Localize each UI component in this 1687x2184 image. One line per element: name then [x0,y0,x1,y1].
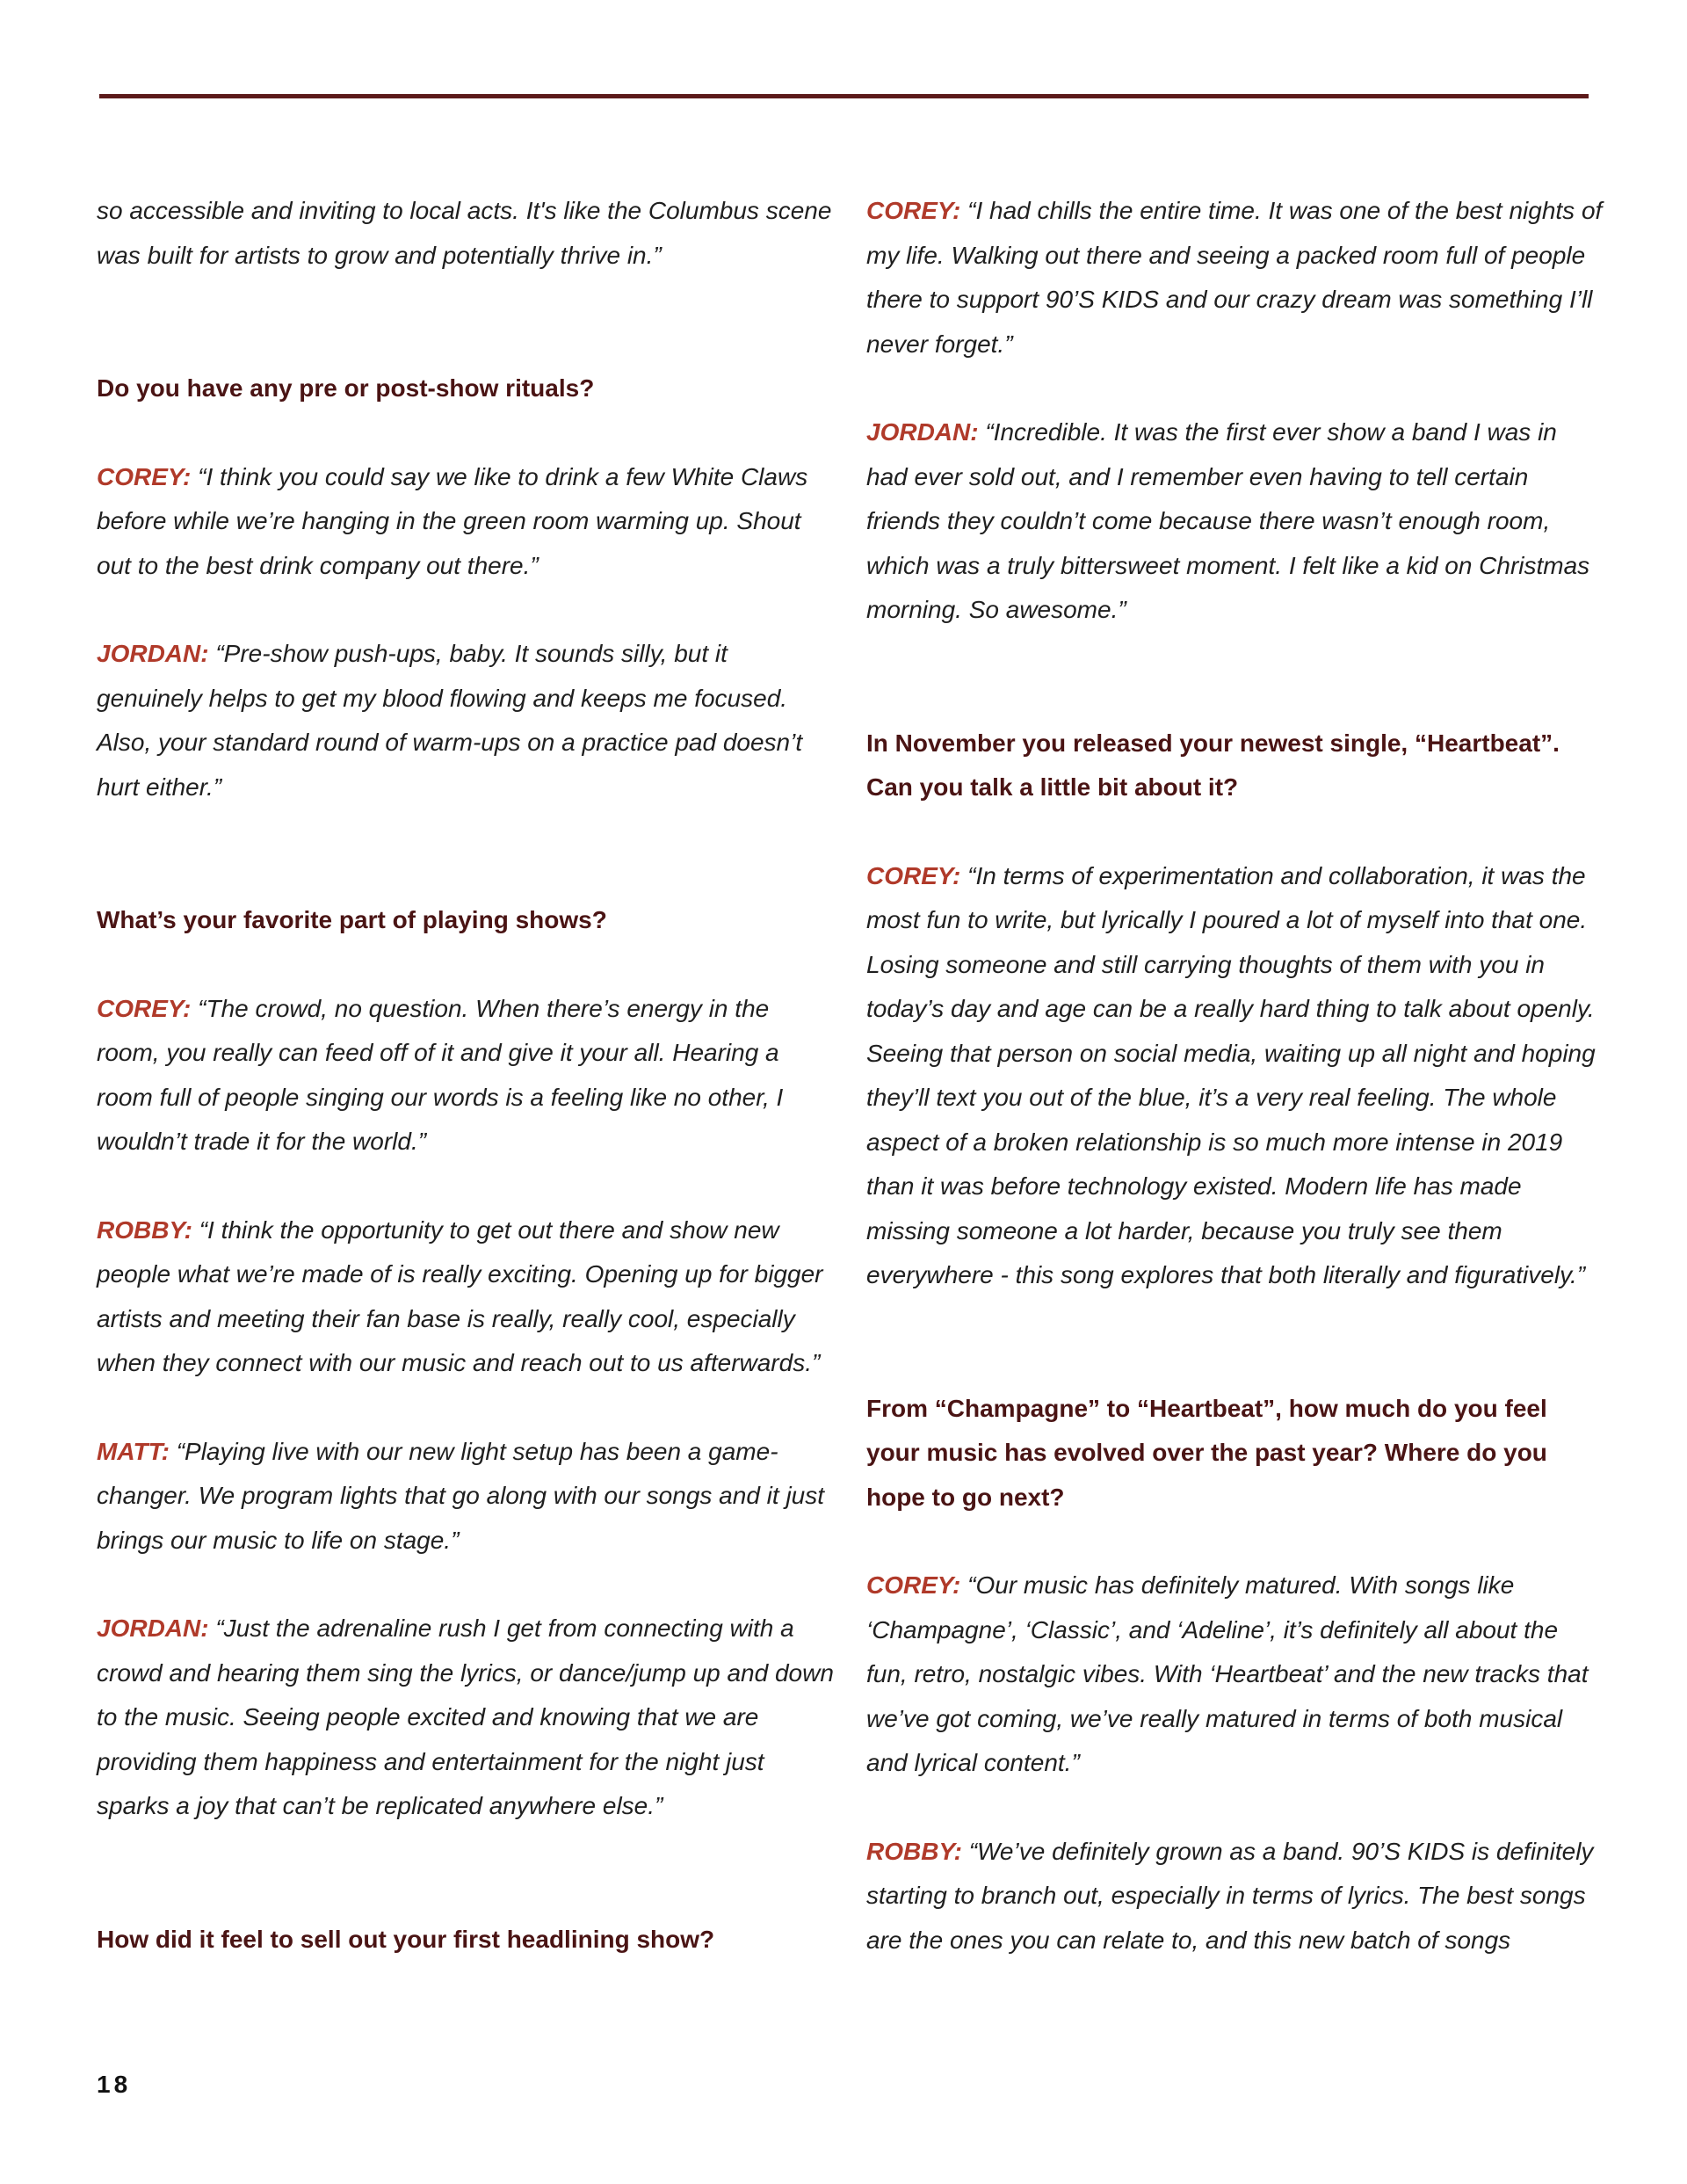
answer-paragraph: so accessible and inviting to local acts. It's like the Columbus scene was built for artists to grow and potentially thrive in.” [97,197,832,269]
question-heading: From “Champagne” to “Heartbeat”, how much do you feel your music has evolved over the past year? Where do you hope to go next? [866,1394,1547,1511]
speaker-label: COREY: [97,994,192,1022]
speaker-label: COREY: [866,1571,961,1599]
speaker-label: COREY: [866,861,961,889]
answer-paragraph: JORDAN: “Just the adrenaline rush I get from connecting with a crowd and hearing them sing the lyrics, or dance/jump up and down to the music. Seeing people excited and knowing that we are providing them happiness and entertainment for the night just sparks a joy that can’t be replicated anywhere else.” [97,1614,834,1819]
speaker-label: COREY: [866,197,961,224]
answer-paragraph: COREY: “Our music has definitely matured. With songs like ‘Champagne’, ‘Classic’, and ‘Adeline’, it’s definitely all about the fun, retro, nostalgic vibes. With ‘Heartbeat’ and the new tracks that we’ve got coming, we’ve really matured in terms of both musical and lyrical content.” [866,1571,1589,1776]
speaker-label: JORDAN: [97,1614,209,1642]
question-heading: Do you have any pre or post-show rituals? [97,374,595,402]
speaker-label: ROBBY: [866,1837,962,1865]
speaker-label: COREY: [97,462,192,490]
speaker-label: JORDAN: [97,640,209,667]
answer-paragraph: COREY: “I had chills the entire time. It was one of the best nights of my life. Walking out there and seeing a packed room full of people there to support 90’S KIDS and our crazy dream was something I’ll never forget.” [866,197,1603,358]
answer-paragraph: ROBBY: “We’ve definitely grown as a band. 90’S KIDS is definitely starting to branch out, especially in terms of lyrics. The best songs are the ones you can relate to, and this new batch of songs [866,1837,1594,1954]
answer-paragraph: ROBBY: “I think the opportunity to get out there and show new people what we’re made of is really exciting. Opening up for bigger artists and meeting their fan base is really, really cool, especially when they connect with our music and reach out to us afterwards.” [97,1215,823,1376]
speaker-label: MATT: [97,1437,170,1465]
left-column [97,189,835,1962]
question-heading: In November you released your newest single, “Heartbeat”. Can you talk a little bit about it? [866,729,1560,801]
answer-paragraph: COREY: “The crowd, no question. When there’s energy in the room, you really can feed off of it and give it your all. Hearing a room full of people singing our words is a feeling like no other, I wouldn’t trade it for the world.” [97,994,784,1155]
header-rule [99,94,1589,98]
page-number: 18 [97,2071,132,2098]
answer-paragraph: COREY: “In terms of experimentation and collaboration, it was the most fun to write, but lyrically I poured a lot of myself into that one. Losing someone and still carrying thoughts of them with you in today’s day and age can be a really hard thing to talk about openly. Seeing that person on social media, waiting up all night and hoping they’ll text you out of the blue, it’s a very real feeling. The whole aspect of a broken relationship is so much more intense in 2019 than it was before technology existed. Modern life has made missing someone a lot harder, because you truly see them everywhere - this song explores that both literally and figuratively.” [866,861,1596,1288]
question-heading: How did it feel to sell out your first headlining show? [97,1925,715,1953]
speaker-label: JORDAN: [866,418,979,446]
answer-paragraph: MATT: “Playing live with our new light setup has been a game-changer. We program lights that go along with our songs and it just brings our music to life on stage.” [97,1437,825,1554]
right-column [866,189,1604,1963]
answer-paragraph: JORDAN: “Pre-show push-ups, baby. It sounds silly, but it genuinely helps to get my blood flowing and keeps me focused. Also, your standard round of warm-ups on a practice pad doesn’t hurt either.” [97,640,803,801]
question-heading: What’s your favorite part of playing shows? [97,906,607,933]
speaker-label: ROBBY: [97,1215,192,1244]
answer-paragraph: COREY: “I think you could say we like to drink a few White Claws before while we’re hanging in the green room warming up. Shout out to the best drink company out there.” [97,462,808,579]
answer-paragraph: JORDAN: “Incredible. It was the first ever show a band I was in had ever sold out, and I remember even having to tell certain friends they couldn’t come because there wasn’t enough room, which was a truly bittersweet moment. I felt like a kid on Christmas morning. So awesome.” [866,418,1590,623]
